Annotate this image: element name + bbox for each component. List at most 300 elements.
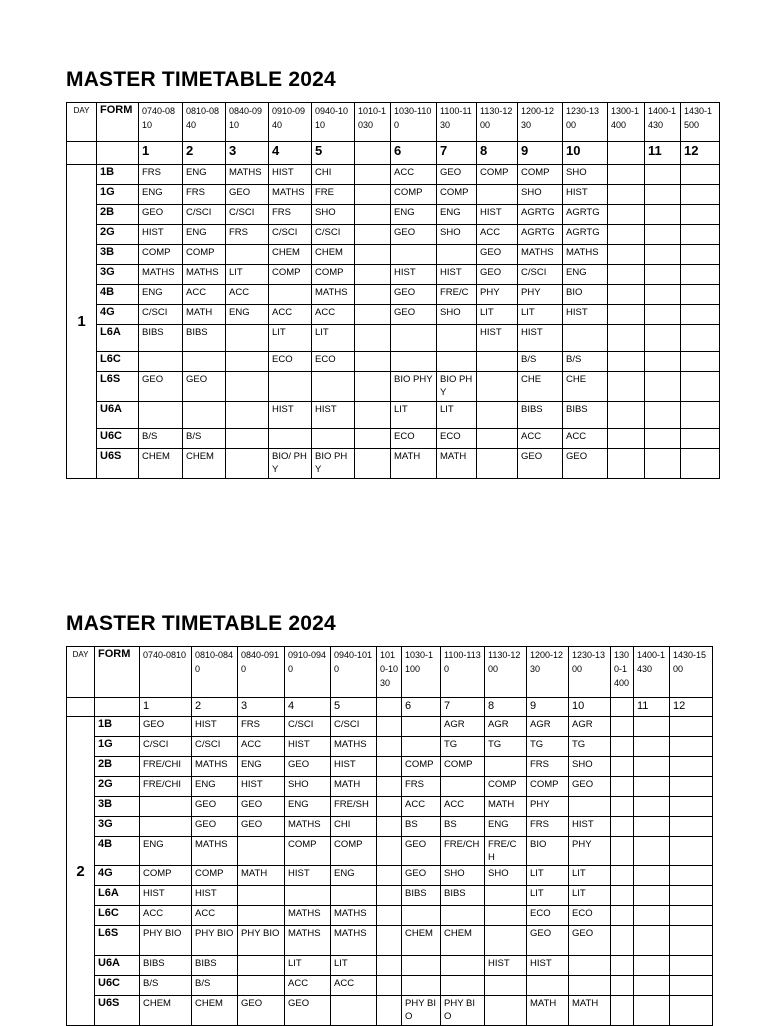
subject-cell: GEO — [437, 165, 477, 185]
period-number — [611, 698, 634, 717]
subject-cell — [441, 906, 485, 926]
time-slot-header: 0910-0940 — [269, 103, 312, 142]
subject-cell: SHO — [569, 757, 611, 777]
subject-cell: ACC — [402, 797, 441, 817]
period-number: 5 — [312, 142, 355, 165]
subject-cell: BIBS — [139, 325, 183, 352]
subject-cell — [377, 797, 402, 817]
subject-cell: LIT — [391, 402, 437, 429]
subject-cell — [611, 866, 634, 886]
subject-cell: ENG — [140, 837, 192, 866]
subject-cell — [377, 956, 402, 976]
table-row — [67, 906, 713, 926]
period-number: 12 — [670, 698, 713, 717]
empty-cell — [95, 698, 140, 717]
subject-cell: B/S — [139, 429, 183, 449]
subject-cell — [402, 956, 441, 976]
subject-cell — [527, 976, 569, 996]
subject-cell: C/SCI — [518, 265, 563, 285]
subject-cell — [477, 429, 518, 449]
subject-cell — [645, 429, 681, 449]
subject-cell — [670, 976, 713, 996]
subject-cell — [608, 352, 645, 372]
subject-cell — [681, 402, 720, 429]
subject-cell: CHEM — [139, 449, 183, 479]
subject-cell: MATH — [569, 996, 611, 1026]
subject-cell — [681, 325, 720, 352]
time-slot-header: 0810-0840 — [183, 103, 226, 142]
form-label: U6C — [95, 976, 140, 996]
subject-cell — [355, 305, 391, 325]
subject-cell: SHO — [437, 225, 477, 245]
table-row — [67, 165, 720, 185]
time-slot-header: 1300-1400 — [608, 103, 645, 142]
subject-cell — [238, 956, 285, 976]
subject-cell: FRS — [226, 225, 269, 245]
subject-cell: COMP — [437, 185, 477, 205]
subject-cell — [226, 429, 269, 449]
subject-cell — [670, 906, 713, 926]
subject-cell: COMP — [140, 866, 192, 886]
subject-cell — [477, 185, 518, 205]
subject-cell — [355, 245, 391, 265]
subject-cell — [139, 352, 183, 372]
subject-cell: PHY — [477, 285, 518, 305]
day-header: DAY — [67, 647, 95, 698]
subject-cell: COMP — [183, 245, 226, 265]
subject-cell: LIT — [437, 402, 477, 429]
subject-cell — [238, 837, 285, 866]
subject-cell — [355, 449, 391, 479]
subject-cell: ECO — [391, 429, 437, 449]
subject-cell: ENG — [563, 265, 608, 285]
subject-cell — [611, 797, 634, 817]
subject-cell: C/SCI — [226, 205, 269, 225]
subject-cell: BIO PHY — [312, 449, 355, 479]
subject-cell — [355, 429, 391, 449]
subject-cell: PHY BIO — [140, 926, 192, 956]
time-slot-header: 0740-0810 — [140, 647, 192, 698]
subject-cell — [355, 265, 391, 285]
period-number: 10 — [569, 698, 611, 717]
subject-cell — [377, 996, 402, 1026]
time-slot-header: 0810-0840 — [192, 647, 238, 698]
form-label: 2G — [95, 777, 140, 797]
subject-cell: FRE/CHI — [140, 777, 192, 797]
subject-cell — [670, 866, 713, 886]
subject-cell: ECO — [269, 352, 312, 372]
subject-cell: HIST — [477, 325, 518, 352]
subject-cell — [485, 996, 527, 1026]
subject-cell — [377, 737, 402, 757]
subject-cell: ENG — [139, 185, 183, 205]
subject-cell: SHO — [285, 777, 331, 797]
subject-cell: BS — [441, 817, 485, 837]
subject-cell: LIT — [269, 325, 312, 352]
subject-cell: FRS — [183, 185, 226, 205]
subject-cell: PHY — [518, 285, 563, 305]
subject-cell: MATH — [183, 305, 226, 325]
subject-cell — [634, 737, 670, 757]
subject-cell: FRS — [527, 817, 569, 837]
subject-cell — [670, 717, 713, 737]
subject-cell: B/S — [563, 352, 608, 372]
period-number: 4 — [285, 698, 331, 717]
time-slot-header: 1400-1430 — [645, 103, 681, 142]
subject-cell: CHEM — [312, 245, 355, 265]
subject-cell: BIBS — [518, 402, 563, 429]
subject-cell: C/SCI — [269, 225, 312, 245]
day-header: DAY — [67, 103, 97, 142]
subject-cell — [377, 717, 402, 737]
subject-cell — [183, 352, 226, 372]
subject-cell: COMP — [518, 165, 563, 185]
subject-cell: HIST — [569, 817, 611, 837]
form-label: L6A — [97, 325, 139, 352]
subject-cell — [569, 797, 611, 817]
subject-cell: COMP — [477, 165, 518, 185]
subject-cell — [391, 352, 437, 372]
period-number: 3 — [238, 698, 285, 717]
subject-cell: GEO — [569, 926, 611, 956]
subject-cell — [645, 305, 681, 325]
subject-cell — [670, 956, 713, 976]
subject-cell: GEO — [477, 265, 518, 285]
period-number: 9 — [527, 698, 569, 717]
subject-cell — [634, 886, 670, 906]
subject-cell: COMP — [391, 185, 437, 205]
subject-cell: TG — [527, 737, 569, 757]
subject-cell — [634, 996, 670, 1026]
table-row — [67, 866, 713, 886]
period-number: 1 — [139, 142, 183, 165]
subject-cell — [226, 372, 269, 402]
period-number: 8 — [477, 142, 518, 165]
subject-cell — [402, 906, 441, 926]
subject-cell — [402, 737, 441, 757]
subject-cell: ECO — [312, 352, 355, 372]
subject-cell — [441, 956, 485, 976]
subject-cell: C/SCI — [331, 717, 377, 737]
table-row — [67, 305, 720, 325]
period-number: 3 — [226, 142, 269, 165]
period-number: 6 — [402, 698, 441, 717]
table-row — [67, 225, 720, 245]
subject-cell: FRE/CHI — [140, 757, 192, 777]
subject-cell — [477, 352, 518, 372]
subject-cell: AGR — [527, 717, 569, 737]
subject-cell: CHEM — [441, 926, 485, 956]
subject-cell: ACC — [441, 797, 485, 817]
subject-cell — [608, 429, 645, 449]
subject-cell: CHI — [312, 165, 355, 185]
subject-cell — [485, 886, 527, 906]
subject-cell: ACC — [226, 285, 269, 305]
period-number: 1 — [140, 698, 192, 717]
subject-cell: HIST — [477, 205, 518, 225]
subject-cell: TG — [569, 737, 611, 757]
subject-cell — [377, 777, 402, 797]
subject-cell: ACC — [192, 906, 238, 926]
subject-cell — [634, 717, 670, 737]
subject-cell — [645, 352, 681, 372]
subject-cell — [670, 737, 713, 757]
subject-cell — [670, 886, 713, 906]
subject-cell: ACC — [238, 737, 285, 757]
subject-cell: COMP — [269, 265, 312, 285]
subject-cell: GEO — [527, 926, 569, 956]
table-row — [67, 797, 713, 817]
subject-cell: SHO — [312, 205, 355, 225]
subject-cell — [355, 225, 391, 245]
subject-cell: HIST — [269, 165, 312, 185]
subject-cell: HIST — [437, 265, 477, 285]
subject-cell: FRS — [402, 777, 441, 797]
subject-cell — [377, 817, 402, 837]
table-row — [67, 996, 713, 1026]
subject-cell — [269, 285, 312, 305]
table-row — [67, 265, 720, 285]
subject-cell — [645, 225, 681, 245]
subject-cell: LIT — [527, 886, 569, 906]
subject-cell: GEO — [569, 777, 611, 797]
subject-cell — [355, 325, 391, 352]
subject-cell — [645, 325, 681, 352]
subject-cell: GEO — [402, 837, 441, 866]
subject-cell: COMP — [402, 757, 441, 777]
subject-cell: AGR — [569, 717, 611, 737]
subject-cell — [377, 906, 402, 926]
subject-cell — [611, 817, 634, 837]
subject-cell: PHY BIO — [441, 996, 485, 1026]
subject-cell — [681, 352, 720, 372]
subject-cell — [645, 205, 681, 225]
subject-cell — [377, 837, 402, 866]
subject-cell: GEO — [238, 797, 285, 817]
table-row — [67, 757, 713, 777]
subject-cell: LIT — [312, 325, 355, 352]
subject-cell: PHY BIO — [192, 926, 238, 956]
subject-cell — [681, 205, 720, 225]
subject-cell — [377, 886, 402, 906]
subject-cell: GEO — [238, 996, 285, 1026]
subject-cell: CHI — [331, 817, 377, 837]
subject-cell: AGR — [485, 717, 527, 737]
period-number-row — [67, 698, 713, 717]
subject-cell: MATHS — [226, 165, 269, 185]
table-row — [67, 205, 720, 225]
subject-cell: BIO/ PHY — [269, 449, 312, 479]
subject-cell: GEO — [192, 797, 238, 817]
subject-cell: HIST — [563, 185, 608, 205]
subject-cell — [611, 737, 634, 757]
subject-cell: BIBS — [183, 325, 226, 352]
subject-cell: ACC — [269, 305, 312, 325]
table-row — [67, 325, 720, 352]
subject-cell — [238, 886, 285, 906]
subject-cell — [331, 996, 377, 1026]
subject-cell — [611, 777, 634, 797]
subject-cell: ACC — [391, 165, 437, 185]
subject-cell: C/SCI — [140, 737, 192, 757]
form-label: L6S — [97, 372, 139, 402]
subject-cell: HIST — [285, 737, 331, 757]
table-row — [67, 429, 720, 449]
subject-cell: ACC — [563, 429, 608, 449]
subject-cell — [681, 245, 720, 265]
period-number: 10 — [563, 142, 608, 165]
subject-cell — [238, 906, 285, 926]
subject-cell — [670, 757, 713, 777]
subject-cell: CHEM — [269, 245, 312, 265]
subject-cell: HIST — [518, 325, 563, 352]
subject-cell — [611, 976, 634, 996]
period-number-row — [67, 142, 720, 165]
time-slot-header: 1400-1430 — [634, 647, 670, 698]
subject-cell: CHEM — [140, 996, 192, 1026]
subject-cell — [634, 906, 670, 926]
subject-cell — [634, 837, 670, 866]
subject-cell — [226, 245, 269, 265]
subject-cell: MATHS — [518, 245, 563, 265]
form-label: U6C — [97, 429, 139, 449]
subject-cell — [485, 757, 527, 777]
time-slot-header: 1100-1130 — [441, 647, 485, 698]
subject-cell — [611, 717, 634, 737]
form-label: 4G — [97, 305, 139, 325]
form-label: U6S — [95, 996, 140, 1026]
subject-cell — [331, 886, 377, 906]
period-number: 4 — [269, 142, 312, 165]
subject-cell: ENG — [238, 757, 285, 777]
subject-cell — [569, 956, 611, 976]
subject-cell — [670, 777, 713, 797]
time-slot-header: 1130-1200 — [477, 103, 518, 142]
subject-cell: C/SCI — [183, 205, 226, 225]
subject-cell: ECO — [527, 906, 569, 926]
subject-cell — [645, 449, 681, 479]
table-row — [67, 926, 713, 956]
table-row — [67, 837, 713, 866]
subject-cell — [681, 185, 720, 205]
time-slot-header: 1130-1200 — [485, 647, 527, 698]
subject-cell — [681, 372, 720, 402]
period-number: 7 — [441, 698, 485, 717]
subject-cell: COMP — [485, 777, 527, 797]
subject-cell: B/S — [192, 976, 238, 996]
subject-cell: FRS — [139, 165, 183, 185]
subject-cell: FRE/C — [437, 285, 477, 305]
subject-cell — [608, 305, 645, 325]
form-label: 1B — [95, 717, 140, 737]
subject-cell: HIST — [331, 757, 377, 777]
time-slot-header: 1030-1100 — [402, 647, 441, 698]
subject-cell — [441, 976, 485, 996]
form-label: 3G — [97, 265, 139, 285]
subject-cell: COMP — [139, 245, 183, 265]
subject-cell: MATH — [485, 797, 527, 817]
period-number: 12 — [681, 142, 720, 165]
subject-cell — [377, 926, 402, 956]
time-slot-header: 1430-1500 — [670, 647, 713, 698]
period-number: 5 — [331, 698, 377, 717]
subject-cell — [563, 325, 608, 352]
subject-cell: HIST — [285, 866, 331, 886]
subject-cell: BIO PHY — [391, 372, 437, 402]
table-row — [67, 817, 713, 837]
subject-cell — [608, 265, 645, 285]
form-label: 4G — [95, 866, 140, 886]
subject-cell: AGRTG — [563, 225, 608, 245]
form-label: U6A — [97, 402, 139, 429]
form-label: 2B — [95, 757, 140, 777]
subject-cell: FRE — [312, 185, 355, 205]
subject-cell: GEO — [140, 717, 192, 737]
day-number: 2 — [67, 717, 95, 1026]
subject-cell: BIBS — [140, 956, 192, 976]
subject-cell: TG — [441, 737, 485, 757]
subject-cell — [226, 352, 269, 372]
time-slot-header: 1430-1500 — [681, 103, 720, 142]
subject-cell — [634, 866, 670, 886]
subject-cell: GEO — [402, 866, 441, 886]
subject-cell: CHEM — [192, 996, 238, 1026]
header-row — [67, 647, 713, 698]
subject-cell: LIT — [285, 956, 331, 976]
subject-cell: BS — [402, 817, 441, 837]
subject-cell: FRS — [527, 757, 569, 777]
form-label: 3G — [95, 817, 140, 837]
subject-cell: ENG — [485, 817, 527, 837]
form-label: U6A — [95, 956, 140, 976]
subject-cell: FRE/SH — [331, 797, 377, 817]
table-row — [67, 352, 720, 372]
subject-cell: HIST — [192, 717, 238, 737]
subject-cell — [670, 996, 713, 1026]
subject-cell: SHO — [563, 165, 608, 185]
subject-cell — [645, 372, 681, 402]
subject-cell: COMP — [527, 777, 569, 797]
time-slot-header: 1030-1100 — [391, 103, 437, 142]
subject-cell — [312, 372, 355, 402]
subject-cell: MATHS — [331, 926, 377, 956]
subject-cell — [140, 797, 192, 817]
subject-cell: CHE — [518, 372, 563, 402]
time-slot-header: 1010-1030 — [377, 647, 402, 698]
timetable-title-day-2: MASTER TIMETABLE 2024 — [66, 612, 336, 635]
subject-cell — [645, 245, 681, 265]
period-number — [608, 142, 645, 165]
subject-cell: MATHS — [285, 926, 331, 956]
day-number: 1 — [67, 165, 97, 479]
table-row — [67, 976, 713, 996]
time-slot-header: 1100-1130 — [437, 103, 477, 142]
subject-cell: C/SCI — [285, 717, 331, 737]
subject-cell — [611, 757, 634, 777]
subject-cell — [608, 225, 645, 245]
subject-cell — [608, 165, 645, 185]
subject-cell: CHEM — [402, 926, 441, 956]
table-row — [67, 185, 720, 205]
period-number: 11 — [645, 142, 681, 165]
subject-cell — [377, 866, 402, 886]
subject-cell: BIBS — [441, 886, 485, 906]
time-slot-header: 1230-1300 — [569, 647, 611, 698]
subject-cell: COMP — [441, 757, 485, 777]
subject-cell — [441, 777, 485, 797]
subject-cell — [355, 165, 391, 185]
period-number: 7 — [437, 142, 477, 165]
